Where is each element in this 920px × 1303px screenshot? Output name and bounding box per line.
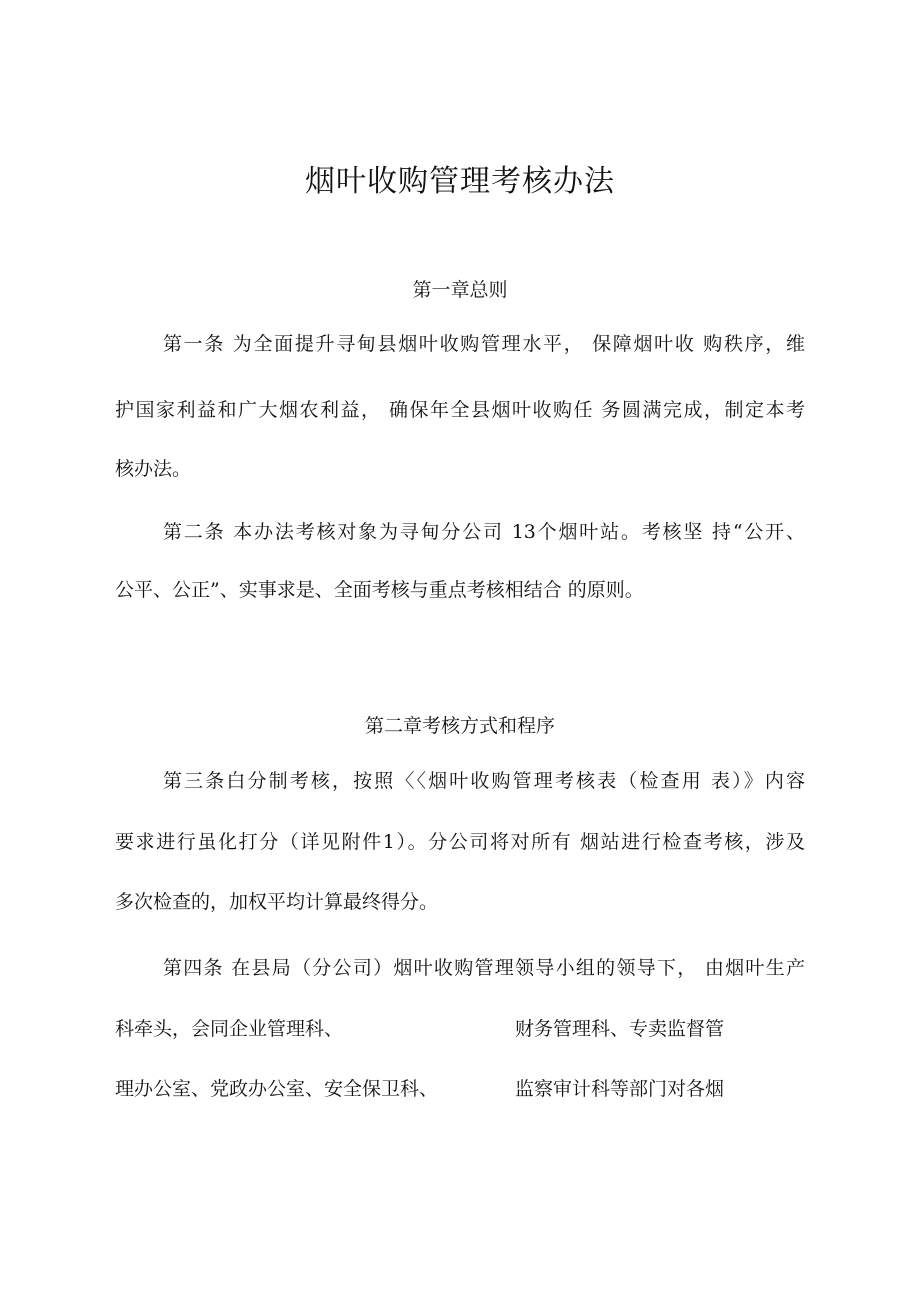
article-3-line-3: 多次检查的，加权平均计算最终得分。: [115, 891, 439, 913]
article-1-line-1: 第一条 为全面提升寻甸县烟叶收购管理水平， 保障烟叶收 购秩序，维: [163, 333, 805, 355]
article-1-line-3: 核办法。: [115, 458, 192, 480]
article-1-line-2: 护国家利益和广大烟农利益， 确保年全县烟叶收购任 务圆满完成，制定本考: [115, 399, 805, 421]
article-3-line-1: 第三条白分制考核，按照〈〈烟叶收购管理考核表（检查用 表）》内容: [163, 770, 805, 792]
article-4-line-3-part-1: 理办公室、党政办公室、安全保卫科、: [115, 1078, 439, 1100]
article-2-line-2: 公平、公正”、实事求是、全面考核与重点考核相结合 的原则。: [115, 579, 644, 601]
article-4-line-2-part-2: 财务管理科、专卖监督管: [515, 1018, 725, 1040]
document-title: 烟叶收购管理考核办法: [305, 164, 615, 199]
article-4-line-2-part-1: 科牵头，会同企业管理科、: [115, 1018, 344, 1040]
article-4-line-1: 第四条 在县局（分公司）烟叶收购管理领导小组的领导下， 由烟叶生产: [163, 957, 805, 979]
article-2-line-1: 第二条 本办法考核对象为寻甸分公司 13个烟叶站。考核坚 持“公开、: [163, 521, 805, 543]
article-3-line-2: 要求进行虽化打分（详见附件1）。分公司将对所有 烟站进行检查考核，涉及: [115, 831, 805, 853]
chapter-2-heading: 第二章考核方式和程序: [364, 715, 555, 737]
chapter-1-heading: 第一章总则: [412, 279, 508, 301]
article-4-line-3-part-2: 监察审计科等部门对各烟: [515, 1078, 725, 1100]
